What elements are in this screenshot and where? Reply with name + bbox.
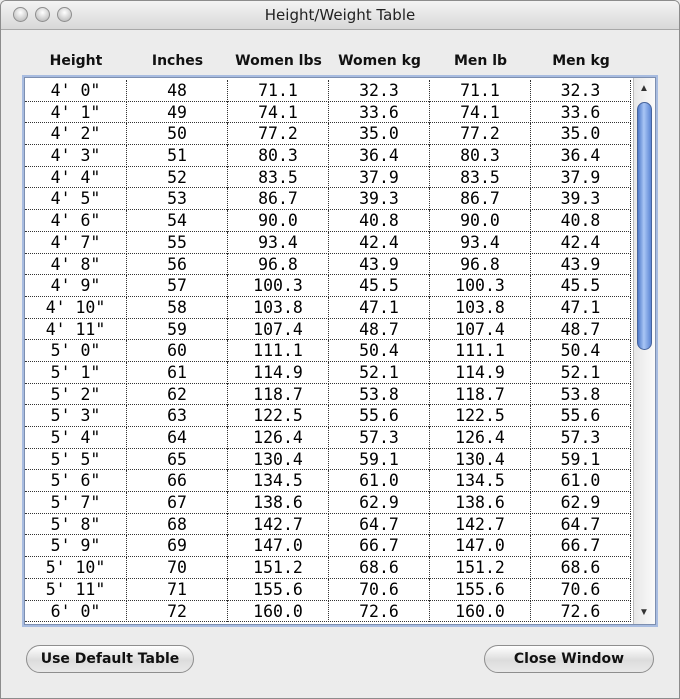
table-row[interactable] <box>25 470 631 492</box>
cell-women-lbs: 93.4 <box>228 232 329 254</box>
cell-men-kg: 59.1 <box>531 449 631 471</box>
cell-height: 5' 3" <box>25 405 127 427</box>
cell-men-kg: 61.0 <box>531 470 631 492</box>
cell-men-lb: 80.3 <box>430 145 531 167</box>
cell-men-lb: 86.7 <box>430 188 531 210</box>
cell-inches: 52 <box>127 167 228 189</box>
table-rows <box>25 80 631 622</box>
cell-men-lb: 111.1 <box>430 340 531 362</box>
column-header-women-kg: Women kg <box>338 53 421 69</box>
column-header-women-lbs: Women lbs <box>235 53 322 69</box>
cell-inches: 61 <box>127 362 228 384</box>
table-row[interactable] <box>25 167 631 189</box>
table-row[interactable] <box>25 514 631 536</box>
column-header-height: Height <box>49 53 103 69</box>
cell-women-kg: 37.9 <box>329 167 430 189</box>
cell-women-lbs: 90.0 <box>228 210 329 232</box>
table-row[interactable] <box>25 80 631 102</box>
cell-women-lbs: 107.4 <box>228 319 329 341</box>
cell-height: 4' 8" <box>25 254 127 276</box>
cell-women-lbs: 71.1 <box>228 80 329 102</box>
cell-height: 4' 9" <box>25 275 127 297</box>
table-row[interactable] <box>25 449 631 471</box>
window-title: Height/Weight Table <box>264 6 416 24</box>
cell-men-kg: 72.6 <box>531 601 631 623</box>
cell-men-lb: 151.2 <box>430 557 531 579</box>
cell-women-kg: 62.9 <box>329 492 430 514</box>
cell-height: 5' 7" <box>25 492 127 514</box>
cell-women-lbs: 77.2 <box>228 123 329 145</box>
cell-men-kg: 55.6 <box>531 405 631 427</box>
table-row[interactable] <box>25 405 631 427</box>
cell-inches: 72 <box>127 601 228 623</box>
table-row[interactable] <box>25 579 631 601</box>
cell-inches: 51 <box>127 145 228 167</box>
cell-height: 5' 11" <box>25 579 127 601</box>
column-header-men-lb: Men lb <box>453 53 508 69</box>
cell-women-kg: 47.1 <box>329 297 430 319</box>
cell-men-kg: 35.0 <box>531 123 631 145</box>
vertical-scrollbar[interactable] <box>633 78 655 624</box>
cell-inches: 49 <box>127 102 228 124</box>
cell-height: 4' 3" <box>25 145 127 167</box>
cell-women-kg: 39.3 <box>329 188 430 210</box>
cell-inches: 70 <box>127 557 228 579</box>
cell-inches: 58 <box>127 297 228 319</box>
cell-men-kg: 52.1 <box>531 362 631 384</box>
cell-inches: 48 <box>127 80 228 102</box>
cell-women-lbs: 100.3 <box>228 275 329 297</box>
cell-inches: 56 <box>127 254 228 276</box>
cell-men-lb: 130.4 <box>430 449 531 471</box>
cell-inches: 68 <box>127 514 228 536</box>
cell-women-kg: 48.7 <box>329 319 430 341</box>
cell-inches: 53 <box>127 188 228 210</box>
cell-men-lb: 155.6 <box>430 579 531 601</box>
cell-men-lb: 90.0 <box>430 210 531 232</box>
cell-height: 4' 4" <box>25 167 127 189</box>
data-table[interactable] <box>24 77 656 625</box>
cell-men-lb: 100.3 <box>430 275 531 297</box>
cell-women-kg: 42.4 <box>329 232 430 254</box>
cell-women-lbs: 160.0 <box>228 601 329 623</box>
cell-women-lbs: 147.0 <box>228 535 329 557</box>
table-row[interactable] <box>25 275 631 297</box>
use-default-table-button[interactable]: Use Default Table <box>26 645 194 673</box>
cell-women-kg: 35.0 <box>329 123 430 145</box>
cell-women-lbs: 134.5 <box>228 470 329 492</box>
cell-inches: 67 <box>127 492 228 514</box>
cell-inches: 66 <box>127 470 228 492</box>
cell-inches: 71 <box>127 579 228 601</box>
cell-women-lbs: 86.7 <box>228 188 329 210</box>
scroll-up-arrow-icon[interactable]: ▲ <box>639 83 649 94</box>
cell-men-lb: 126.4 <box>430 427 531 449</box>
cell-men-kg: 48.7 <box>531 319 631 341</box>
cell-women-lbs: 103.8 <box>228 297 329 319</box>
cell-women-lbs: 130.4 <box>228 449 329 471</box>
cell-women-lbs: 80.3 <box>228 145 329 167</box>
cell-men-kg: 64.7 <box>531 514 631 536</box>
cell-women-lbs: 118.7 <box>228 384 329 406</box>
cell-women-lbs: 138.6 <box>228 492 329 514</box>
cell-men-kg: 36.4 <box>531 145 631 167</box>
cell-inches: 62 <box>127 384 228 406</box>
cell-women-kg: 72.6 <box>329 601 430 623</box>
cell-men-lb: 160.0 <box>430 601 531 623</box>
table-row[interactable] <box>25 492 631 514</box>
cell-men-kg: 50.4 <box>531 340 631 362</box>
cell-women-lbs: 122.5 <box>228 405 329 427</box>
cell-women-kg: 36.4 <box>329 145 430 167</box>
cell-height: 5' 6" <box>25 470 127 492</box>
cell-women-kg: 40.8 <box>329 210 430 232</box>
table-row[interactable] <box>25 319 631 341</box>
cell-women-lbs: 155.6 <box>228 579 329 601</box>
cell-women-lbs: 114.9 <box>228 362 329 384</box>
cell-height: 6' 0" <box>25 601 127 623</box>
title-bar[interactable] <box>1 1 679 30</box>
cell-women-kg: 57.3 <box>329 427 430 449</box>
table-row[interactable] <box>25 145 631 167</box>
cell-men-kg: 53.8 <box>531 384 631 406</box>
cell-women-kg: 53.8 <box>329 384 430 406</box>
cell-height: 5' 8" <box>25 514 127 536</box>
cell-men-kg: 62.9 <box>531 492 631 514</box>
cell-women-lbs: 126.4 <box>228 427 329 449</box>
cell-height: 4' 6" <box>25 210 127 232</box>
cell-inches: 63 <box>127 405 228 427</box>
cell-men-lb: 118.7 <box>430 384 531 406</box>
cell-men-kg: 57.3 <box>531 427 631 449</box>
cell-men-kg: 40.8 <box>531 210 631 232</box>
column-header-men-kg: Men kg <box>552 53 610 69</box>
column-headers <box>25 53 631 71</box>
table-row[interactable] <box>25 427 631 449</box>
cell-inches: 57 <box>127 275 228 297</box>
table-row[interactable] <box>25 102 631 124</box>
cell-height: 4' 0" <box>25 80 127 102</box>
cell-men-lb: 74.1 <box>430 102 531 124</box>
cell-men-lb: 96.8 <box>430 254 531 276</box>
cell-inches: 65 <box>127 449 228 471</box>
cell-height: 5' 9" <box>25 535 127 557</box>
table-row[interactable] <box>25 123 631 145</box>
cell-inches: 59 <box>127 319 228 341</box>
cell-inches: 55 <box>127 232 228 254</box>
table-row[interactable] <box>25 362 631 384</box>
cell-men-kg: 32.3 <box>531 80 631 102</box>
column-header-inches: Inches <box>151 53 204 69</box>
cell-height: 5' 1" <box>25 362 127 384</box>
cell-men-kg: 45.5 <box>531 275 631 297</box>
cell-height: 4' 2" <box>25 123 127 145</box>
cell-inches: 50 <box>127 123 228 145</box>
cell-men-lb: 107.4 <box>430 319 531 341</box>
cell-men-lb: 122.5 <box>430 405 531 427</box>
cell-men-lb: 83.5 <box>430 167 531 189</box>
cell-men-lb: 142.7 <box>430 514 531 536</box>
cell-height: 5' 10" <box>25 557 127 579</box>
cell-men-lb: 114.9 <box>430 362 531 384</box>
cell-height: 5' 0" <box>25 340 127 362</box>
cell-inches: 64 <box>127 427 228 449</box>
cell-men-lb: 103.8 <box>430 297 531 319</box>
cell-men-lb: 147.0 <box>430 535 531 557</box>
cell-height: 4' 7" <box>25 232 127 254</box>
cell-men-lb: 77.2 <box>430 123 531 145</box>
table-row[interactable] <box>25 210 631 232</box>
cell-men-lb: 71.1 <box>430 80 531 102</box>
cell-women-kg: 32.3 <box>329 80 430 102</box>
cell-men-lb: 138.6 <box>430 492 531 514</box>
table-row[interactable] <box>25 297 631 319</box>
cell-men-kg: 70.6 <box>531 579 631 601</box>
cell-women-kg: 70.6 <box>329 579 430 601</box>
cell-height: 5' 2" <box>25 384 127 406</box>
cell-men-kg: 47.1 <box>531 297 631 319</box>
cell-men-kg: 42.4 <box>531 232 631 254</box>
scrollbar-thumb[interactable] <box>637 102 652 350</box>
cell-women-kg: 59.1 <box>329 449 430 471</box>
cell-men-lb: 134.5 <box>430 470 531 492</box>
table-row[interactable] <box>25 601 631 623</box>
cell-men-kg: 33.6 <box>531 102 631 124</box>
cell-men-lb: 93.4 <box>430 232 531 254</box>
cell-women-lbs: 142.7 <box>228 514 329 536</box>
cell-women-lbs: 74.1 <box>228 102 329 124</box>
cell-women-kg: 33.6 <box>329 102 430 124</box>
cell-height: 4' 5" <box>25 188 127 210</box>
table-row[interactable] <box>25 557 631 579</box>
cell-men-kg: 68.6 <box>531 557 631 579</box>
cell-women-kg: 68.6 <box>329 557 430 579</box>
cell-women-kg: 55.6 <box>329 405 430 427</box>
cell-inches: 60 <box>127 340 228 362</box>
cell-women-lbs: 151.2 <box>228 557 329 579</box>
table-row[interactable] <box>25 535 631 557</box>
table-row[interactable] <box>25 384 631 406</box>
cell-women-lbs: 111.1 <box>228 340 329 362</box>
cell-women-lbs: 96.8 <box>228 254 329 276</box>
cell-women-kg: 45.5 <box>329 275 430 297</box>
cell-women-kg: 50.4 <box>329 340 430 362</box>
cell-height: 4' 10" <box>25 297 127 319</box>
cell-height: 4' 1" <box>25 102 127 124</box>
cell-inches: 54 <box>127 210 228 232</box>
table-row[interactable] <box>25 340 631 362</box>
cell-men-kg: 39.3 <box>531 188 631 210</box>
cell-women-kg: 43.9 <box>329 254 430 276</box>
cell-men-kg: 66.7 <box>531 535 631 557</box>
table-row[interactable] <box>25 188 631 210</box>
cell-inches: 69 <box>127 535 228 557</box>
cell-height: 5' 5" <box>25 449 127 471</box>
table-row[interactable] <box>25 232 631 254</box>
cell-women-kg: 64.7 <box>329 514 430 536</box>
cell-women-lbs: 83.5 <box>228 167 329 189</box>
table-row[interactable] <box>25 254 631 276</box>
cell-height: 4' 11" <box>25 319 127 341</box>
cell-men-kg: 43.9 <box>531 254 631 276</box>
cell-women-kg: 66.7 <box>329 535 430 557</box>
scroll-down-arrow-icon[interactable]: ▼ <box>639 607 649 618</box>
cell-height: 5' 4" <box>25 427 127 449</box>
cell-women-kg: 52.1 <box>329 362 430 384</box>
close-window-button[interactable]: Close Window <box>484 645 654 673</box>
cell-men-kg: 37.9 <box>531 167 631 189</box>
cell-women-kg: 61.0 <box>329 470 430 492</box>
